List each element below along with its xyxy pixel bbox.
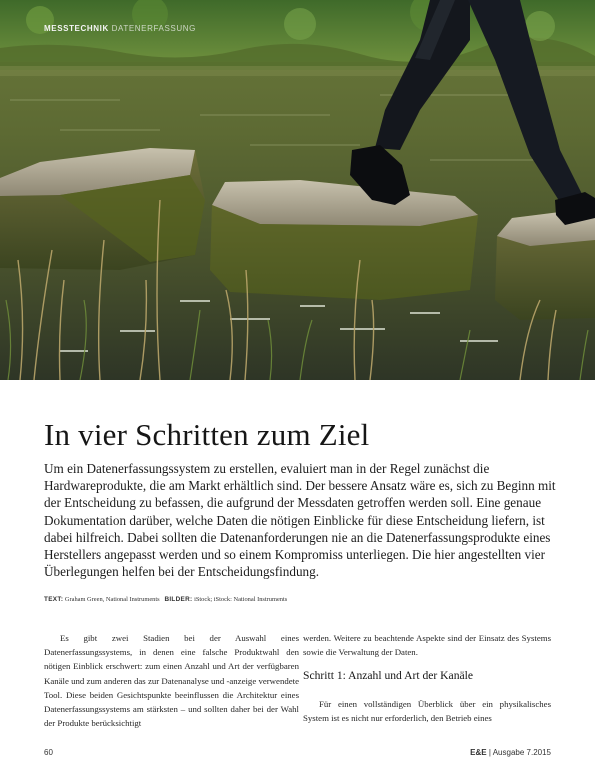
article-title: In vier Schritten zum Ziel: [44, 417, 370, 452]
credit-image-value: iStock; iStock: National Instruments: [194, 596, 288, 603]
article-lead: Um ein Datenerfassungssystem zu erstellen, evaluiert man in der Regel zunächst die Hardwareprodukte, die am Markt erhältlich sind. Der bessere Ansatz wäre es, sich zu Beginn mit der Entscheidung zu befassen, die aufgrund der Messdaten getroffen werden soll. Eine genaue Dokumentation darüber, welche Daten die nötigen Einblicke für diese Entscheidung liefern, ist dabei hilfreich. Dabei sollten die Datenanforderungen nie an die Datenerfassungsprodukte eines Herstellers angepasst werden und so einem Kompromiss unterliegen. Die hier angestellten vier Überlegungen helfen bei der Entscheidungsfindung.: [44, 461, 556, 580]
credit-image-label: BILDER:: [164, 596, 193, 603]
body-paragraph-continued: werden. Weitere zu beachtende Aspekte sind der Einsatz des Systems sowie die Verwaltung der Daten.: [303, 633, 551, 658]
magazine-name: E&E: [470, 748, 487, 757]
section-tag: [44, 24, 196, 33]
article-credits: [44, 596, 287, 603]
issue-label: | Ausgabe 7.2015: [488, 748, 551, 757]
stepping-stones-illustration: [0, 0, 595, 380]
credit-text-value: Graham Green, National Instruments: [64, 596, 160, 603]
body-column-right: [303, 631, 551, 725]
hero-photo: [0, 0, 595, 380]
body-paragraph: Es gibt zwei Stadien bei der Auswahl eines Datenerfassungssystems, in denen eine falsche Produktwahl den nötigen Einblick erschwert: zum einen Anzahl und Art der verfügbaren Kanäle und zum anderen das zur Datenanalyse und -anzeige verwendete Tool. Diese beiden Gesichtspunkte beeinflussen die Architektur eines Datenerfassungssystems am stärksten – und sollten daher bei der Wahl der Produkte berücksichtigt: [44, 633, 299, 729]
page-number: 60: [44, 748, 53, 757]
magazine-issue: [470, 748, 551, 757]
body-column-left: [44, 631, 299, 730]
credit-text-label: TEXT:: [44, 596, 64, 603]
section-heading: Schritt 1: Anzahl und Art der Kanäle: [303, 669, 473, 683]
section-paragraph: Für einen vollständigen Überblick über ein physikalisches System ist es nicht nur erforderlich, den Betrieb eines: [303, 698, 551, 723]
section-category: MESSTECHNIK: [44, 24, 109, 33]
section-subcategory: DATENERFASSUNG: [111, 24, 196, 33]
